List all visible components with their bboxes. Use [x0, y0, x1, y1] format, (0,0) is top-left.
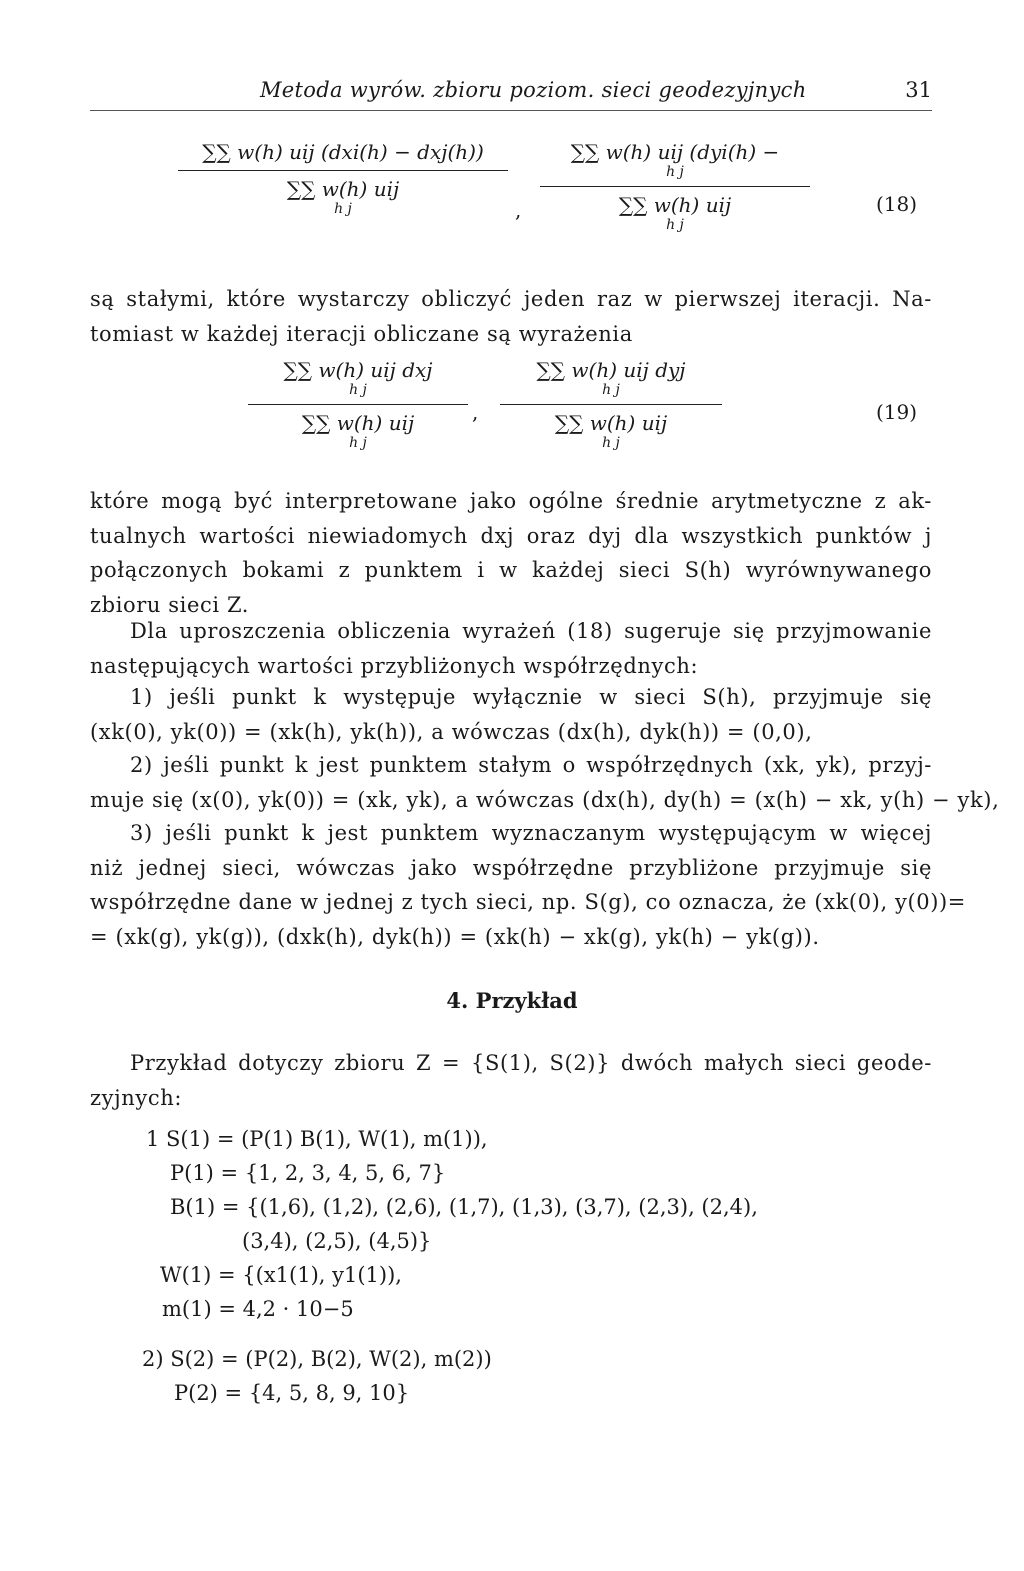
paragraph-2 [90, 484, 932, 622]
eq19-left-numerator: ∑∑ w(h) uij dxj [283, 358, 433, 382]
section-heading: 4. Przykład [446, 988, 578, 1013]
text-line: = (xk(g), yk(g)), (dxk(h), dyk(h)) = (xk(h) − xk(g), yk(h) − yk(g)). [90, 924, 820, 949]
text-line: które mogą być interpretowane jako ogólne średnie arytmetyczne z ak- [90, 489, 932, 513]
definition-row: P(1) = {1, 2, 3, 4, 5, 6, 7} [170, 1161, 446, 1185]
fraction-bar [540, 186, 810, 187]
definition-row: W(1) = {(x1(1), y1(1)), [160, 1263, 402, 1287]
header-rule [90, 110, 932, 111]
eq18-left-numerator: ∑∑ w(h) uij (dxi(h) − dxj(h)) [202, 140, 484, 164]
text-line: 3) jeśli punkt k jest punktem wyznaczanym występującym w więcej [130, 821, 932, 845]
eq19-right-numerator: ∑∑ w(h) uij dyj [536, 358, 686, 382]
eq19-left-index-top: h j [349, 382, 367, 398]
text-line: tomiast w każdej iteracji obliczane są wyrażenia [90, 321, 633, 346]
text-line: Przykład dotyczy zbioru Z = {S(1), S(2)} dwóch małych sieci geode- [130, 1051, 932, 1075]
text-line: następujących wartości przybliżonych współrzędnych: [90, 653, 699, 678]
fraction-bar [500, 404, 722, 405]
eq18-right-index-top: h j [666, 164, 684, 180]
definition-row: (3,4), (2,5), (4,5)} [242, 1229, 432, 1253]
eq18-right-fraction [540, 140, 810, 233]
definition-row: 2) S(2) = (P(2), B(2), W(2), m(2)) [142, 1347, 492, 1371]
equation-number-18: (18) [876, 192, 918, 216]
text-line: są stałymi, które wystarczy obliczyć jeden raz w pierwszej iteracji. Na- [90, 287, 932, 311]
definition-row: P(2) = {4, 5, 8, 9, 10} [174, 1381, 410, 1405]
text-line: zyjnych: [90, 1085, 182, 1110]
definition-row: B(1) = {(1,6), (1,2), (2,6), (1,7), (1,3), (3,7), (2,3), (2,4), [170, 1195, 758, 1219]
eq18-right-numerator: ∑∑ w(h) uij (dyi(h) − [570, 140, 780, 164]
running-title: Metoda wyrów. zbioru poziom. sieci geodezyjnych [260, 78, 807, 102]
comma: , [472, 400, 479, 424]
eq19-right-fraction [500, 358, 722, 451]
eq19-left-fraction [248, 358, 468, 451]
text-line: połączonych bokami z punktem i w każdej sieci S(h) wyrównywanego [90, 558, 932, 582]
equation-number-19: (19) [876, 400, 918, 424]
text-line: 2) jeśli punkt k jest punktem stałym o współrzędnych (xk, yk), przyj- [130, 753, 932, 777]
paragraph-4 [90, 1046, 932, 1115]
fraction-bar [248, 404, 468, 405]
definition-row: m(1) = 4,2 · 10−5 [162, 1297, 354, 1321]
text-line: muje się (x(0), yk(0)) = (xk, yk), a wówczas (dx(h), dy(h) = (x(h) − xk, y(h) − yk), [90, 787, 1000, 812]
fraction-bar [178, 170, 508, 171]
eq19-left-denominator: ∑∑ w(h) uij [301, 411, 415, 435]
eq19-right-index-top: h j [602, 382, 620, 398]
eq19-left-index: h j [349, 435, 367, 451]
network-2-definition [130, 1342, 492, 1410]
eq18-left-denominator: ∑∑ w(h) uij [286, 177, 400, 201]
eq18-left-index: h j [334, 201, 352, 217]
list-item-1 [90, 680, 932, 749]
text-line: zbioru sieci Z. [90, 592, 250, 617]
list-item-2 [90, 748, 1000, 817]
running-header [90, 78, 932, 108]
eq18-left-fraction [178, 140, 508, 217]
eq19-right-denominator: ∑∑ w(h) uij [554, 411, 668, 435]
list-item-3 [90, 816, 966, 954]
text-line: niż jednej sieci, wówczas jako współrzędne przybliżone przyjmuje się [90, 855, 932, 880]
text-line: Dla uproszczenia obliczenia wyrażeń (18) sugeruje się przyjmowanie [130, 619, 932, 643]
eq18-right-denominator: ∑∑ w(h) uij [618, 193, 732, 217]
text-line: współrzędne dane w jednej z tych sieci, np. S(g), co oznacza, że (xk(0), y(0))= [90, 890, 966, 914]
paragraph-3 [90, 614, 932, 683]
comma: , [515, 198, 522, 222]
text-line: (xk(0), yk(0)) = (xk(h), yk(h)), a wówczas (dx(h), dyk(h)) = (0,0), [90, 719, 813, 744]
eq19-right-index: h j [602, 435, 620, 451]
network-1-definition [130, 1122, 758, 1326]
text-line: tualnych wartości niewiadomych dxj oraz dyj dla wszystkich punktów j [90, 523, 932, 548]
paragraph-1 [90, 282, 932, 351]
eq18-right-index: h j [666, 217, 684, 233]
text-line: 1) jeśli punkt k występuje wyłącznie w sieci S(h), przyjmuje się [130, 685, 932, 709]
page-number: 31 [905, 78, 932, 102]
definition-row: 1 S(1) = (P(1) B(1), W(1), m(1)), [146, 1127, 488, 1151]
